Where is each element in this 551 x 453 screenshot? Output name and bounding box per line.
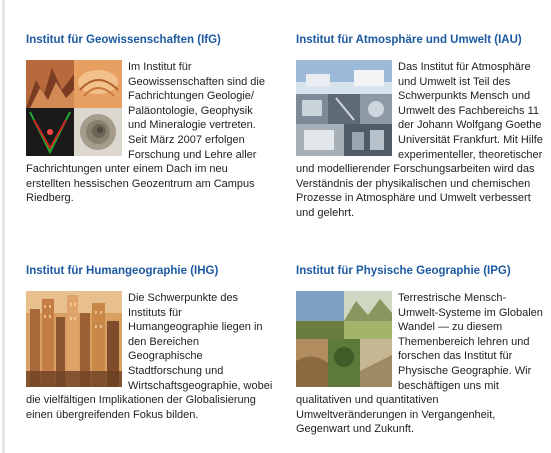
- left-border: [2, 0, 5, 453]
- institute-ipg-title-link[interactable]: Institut für Physische Geographie (IPG): [296, 265, 511, 277]
- geosciences-collage-icon: [26, 60, 122, 156]
- landscape-collage-icon: [296, 291, 392, 387]
- institute-ipg-text: Terrestrische Mensch-Umwelt-Systeme im Globalen Wandel — zu diesem Themenbereich lehren und forschen das Institut für Physische Geographie. Wir beschäftigen uns mit qualitativen und quantitativen Umweltveränderungen in Vergangenheit, Gegenwart und Zukunft.: [296, 292, 543, 436]
- institute-ifg: [26, 33, 274, 206]
- institute-ihg: [26, 264, 274, 422]
- institute-ihg-image[interactable]: [26, 291, 122, 387]
- institute-ifg-body: [26, 60, 274, 206]
- institute-iau-text: Das Institut für Atmosphäre und Umwelt ist Teil des Schwerpunkts Mensch und Umwelt des Fachbereichs 11 der Johann Wolfgang Goethe Universität Frankfurt. Mit Hilfe experimenteller, theoretischer und modellierender Forschungsarbeiten wird das Verständnis der physikalischen und chemischen Prozesse in Atmosphäre und Umwelt verbessert und gelehrt.: [296, 61, 543, 219]
- city-skyline-icon: [26, 291, 122, 387]
- institute-iau: [296, 33, 544, 221]
- institute-ihg-body: [26, 291, 274, 422]
- institute-ifg-image[interactable]: [26, 60, 122, 156]
- institute-ifg-title-link[interactable]: Institut für Geowissenschaften (IfG): [26, 34, 221, 46]
- institute-iau-body: [296, 60, 544, 221]
- institute-ihg-title-link[interactable]: Institut für Humangeographie (IHG): [26, 265, 219, 277]
- institute-ipg: [296, 264, 544, 437]
- institute-iau-title-link[interactable]: Institut für Atmosphäre und Umwelt (IAU): [296, 34, 522, 46]
- atmosphere-collage-icon: [296, 60, 392, 156]
- institute-ifg-text: Im Institut für Geowissenschaften sind die Fachrichtungen Geologie/ Paläontologie, Geophysik und Mineralogie vertreten. Seit März 2007 erfolgen Forschung und Lehre aller Fachrichtungen unter einem Dach im neu erstellten hessischen Geozentrum am Campus Riedberg.: [26, 61, 265, 205]
- institute-ihg-text: Die Schwerpunkte des Instituts für Humangeographie liegen in den Bereichen Geographische Stadtforschung und Wirtschaftsgeographie, wobei die vielfältigen Implikationen der Globalisierung einen übergreifenden Fokus bilden.: [26, 292, 273, 421]
- institute-ipg-image[interactable]: [296, 291, 392, 387]
- institute-ipg-body: [296, 291, 544, 437]
- institute-iau-image[interactable]: [296, 60, 392, 156]
